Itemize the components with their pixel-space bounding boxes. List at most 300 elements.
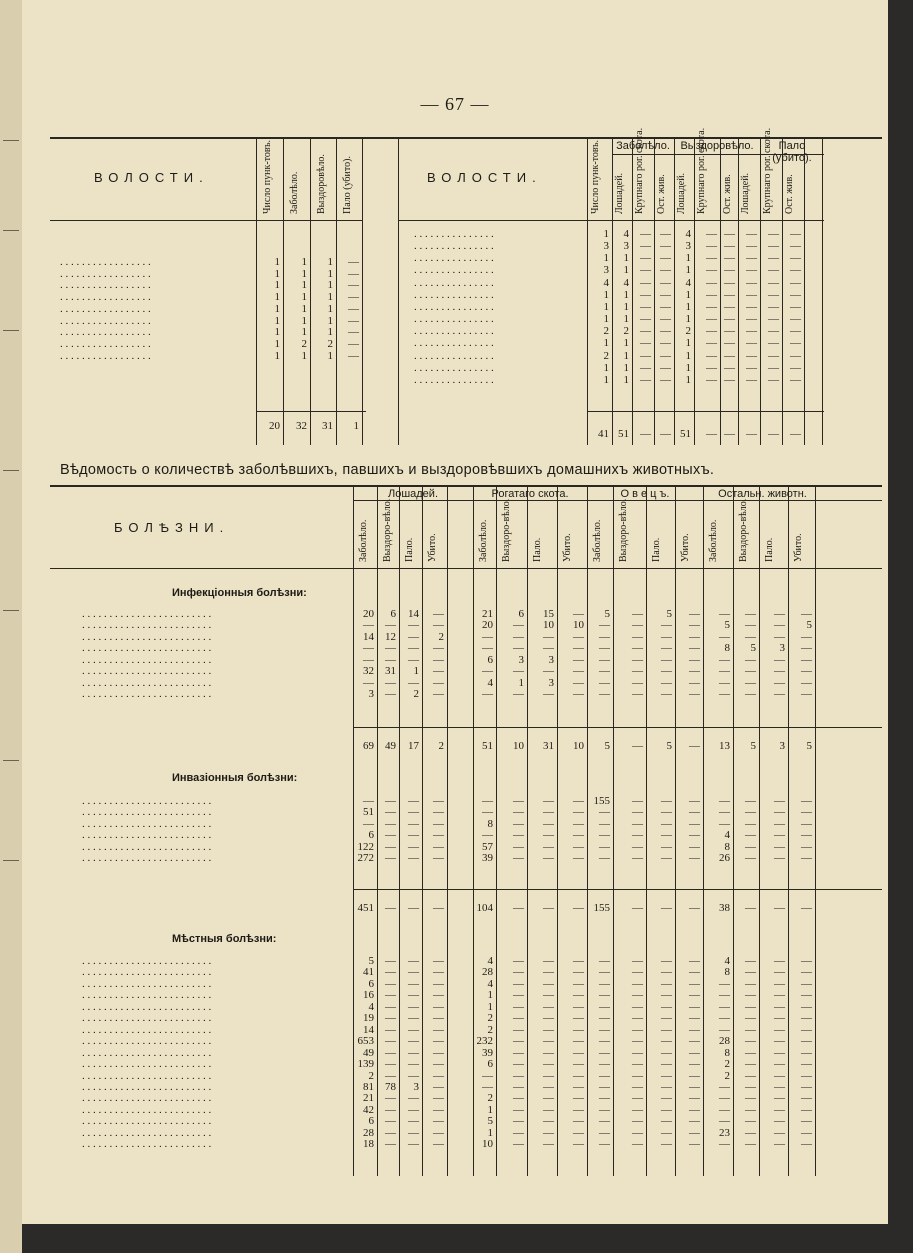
cell-value: — (689, 1069, 700, 1082)
cell-value: 1 (327, 349, 333, 362)
cell-value: — (348, 337, 359, 350)
cell-value: 5 (604, 608, 610, 620)
cell-value: 5 (806, 740, 812, 752)
cell-value: — (689, 829, 700, 842)
cell-value: 1 (327, 267, 333, 280)
cell-value: — (661, 1138, 672, 1151)
cell-value: — (660, 240, 671, 253)
cell-value: — (513, 1080, 524, 1093)
cell-value: 31 (385, 665, 396, 678)
cell-value: — (385, 642, 396, 655)
row-name: . . . . . . . . . . . . . . . . . (60, 257, 151, 268)
cell-value: 5 (806, 619, 812, 632)
cell-value: — (632, 1126, 643, 1139)
cell-value: 13 (719, 740, 730, 752)
cell-value: — (745, 676, 756, 689)
cell-value: 1 (274, 302, 280, 315)
row-name: . . . . . . . . . . . . . . . (414, 229, 494, 240)
table-rule (283, 137, 284, 445)
cell-value: 39 (482, 852, 493, 865)
cell-value: 1 (623, 288, 629, 301)
cell-value: — (768, 349, 779, 362)
cell-value: — (706, 313, 717, 326)
cell-value: 16 (363, 989, 374, 1002)
cell-value: — (573, 795, 584, 807)
sub-header: Убито. (793, 533, 804, 562)
row-name: . . . . . . . . . . . . . . . (414, 301, 494, 313)
cell-value: — (660, 373, 671, 386)
cell-value: — (632, 1138, 643, 1151)
cell-value: 1 (623, 337, 629, 350)
cell-value: — (599, 665, 610, 678)
cell-value: 14 (363, 1023, 374, 1036)
cell-value: — (661, 852, 672, 865)
cell-value: — (640, 288, 651, 301)
cell-value: — (746, 337, 757, 350)
cell-value: — (660, 228, 671, 240)
cell-value: — (689, 688, 700, 701)
cell-value: — (513, 1023, 524, 1036)
cell-value: 41 (363, 966, 374, 979)
cell-value: — (632, 955, 643, 967)
cell-value: 1 (301, 291, 307, 304)
cell-value: — (774, 989, 785, 1002)
cell-value: — (543, 977, 554, 990)
cell-value: — (790, 264, 801, 277)
cell-value: 81 (363, 1080, 374, 1093)
cell-value: — (689, 902, 700, 914)
cell-value: 1 (603, 373, 609, 386)
cell-value: — (724, 288, 735, 301)
cell-value: — (573, 1080, 584, 1093)
cell-value: — (660, 264, 671, 277)
cell-value: 2 (413, 688, 419, 701)
cell-value: 4 (685, 228, 691, 240)
table-rule (353, 727, 882, 728)
total-value: — (746, 428, 757, 440)
cell-value: — (543, 1058, 554, 1071)
cell-value: — (745, 795, 756, 807)
cell-value: 1 (274, 279, 280, 292)
cell-value: — (408, 1012, 419, 1025)
cell-value: — (745, 989, 756, 1002)
cell-value: 1 (603, 337, 609, 350)
cell-value: 1 (274, 314, 280, 327)
sub-header: Выздоро-вѣло. (618, 498, 629, 562)
cell-value: — (599, 1058, 610, 1071)
cell-value: — (801, 676, 812, 689)
cell-value: — (573, 653, 584, 666)
cell-value: 4 (487, 676, 493, 689)
cell-value: — (801, 989, 812, 1002)
row-name: . . . . . . . . . . . . . . . . . (60, 327, 151, 339)
cell-value: — (801, 1115, 812, 1128)
col-header: Число пунк-товъ. (262, 139, 273, 214)
cell-value: 2 (368, 1069, 374, 1082)
cell-value: 3 (603, 240, 609, 253)
cell-value: — (661, 977, 672, 990)
cell-value: — (689, 852, 700, 865)
cell-value: — (660, 349, 671, 362)
cell-value: — (790, 252, 801, 265)
cell-value: — (348, 302, 359, 315)
cell-value: 1 (623, 349, 629, 362)
sub-header: Выздоро-вѣло. (382, 498, 393, 562)
cell-value: — (745, 1138, 756, 1151)
row-name: . . . . . . . . . . . . . . . . . . . . . . . . (82, 654, 212, 666)
table-rule (804, 137, 805, 445)
sub-header: Лошадей. (614, 172, 625, 214)
cell-value: — (433, 1103, 444, 1116)
cell-value: — (640, 337, 651, 350)
cell-value: 38 (719, 902, 730, 914)
cell-value: 2 (685, 325, 691, 338)
cell-value: — (482, 1069, 493, 1082)
row-name: . . . . . . . . . . . . . . . . . . . . . . . . (82, 956, 212, 967)
cell-value: — (661, 806, 672, 819)
row-name: . . . . . . . . . . . . . . . (414, 314, 494, 326)
cell-value: — (433, 1080, 444, 1093)
cell-value: — (745, 1103, 756, 1116)
cell-value: 1 (685, 313, 691, 326)
cell-value: — (599, 1115, 610, 1128)
sub-header: Выздоро-вѣло. (501, 498, 512, 562)
cell-value: — (433, 676, 444, 689)
cell-value: — (790, 325, 801, 338)
cell-value: — (719, 1103, 730, 1116)
total-value: — (640, 428, 651, 440)
cell-value: — (724, 228, 735, 240)
cell-value: — (513, 642, 524, 655)
cell-value: — (573, 806, 584, 819)
cell-value: — (543, 1023, 554, 1036)
cell-value: — (632, 1080, 643, 1093)
cell-value: 4 (724, 955, 730, 967)
cell-value: — (768, 373, 779, 386)
cell-value: — (661, 665, 672, 678)
row-name: . . . . . . . . . . . . . . . . . . . . . . . . (82, 677, 212, 689)
cell-value: — (599, 619, 610, 632)
cell-value: 1 (274, 337, 280, 350)
cell-value: — (724, 361, 735, 374)
group-header: Лошадей. (387, 488, 438, 500)
cell-value: 3 (518, 653, 524, 666)
cell-value: — (433, 1046, 444, 1059)
cell-value: 1 (685, 264, 691, 277)
table-rule (50, 220, 362, 221)
cell-value: — (661, 1115, 672, 1128)
cell-value: — (689, 642, 700, 655)
cell-value: 1 (327, 326, 333, 339)
cell-value: 8 (724, 1046, 730, 1059)
cell-value: 10 (482, 1138, 493, 1151)
cell-value: — (689, 1012, 700, 1025)
cell-value: — (790, 288, 801, 301)
cell-value: 1 (301, 314, 307, 327)
cell-value: 5 (666, 740, 672, 752)
cell-value: — (801, 665, 812, 678)
cell-value: 1 (327, 291, 333, 304)
row-name: . . . . . . . . . . . . . . . . . (60, 338, 151, 350)
cell-value: 1 (301, 256, 307, 268)
cell-value: — (774, 806, 785, 819)
cell-value: — (745, 619, 756, 632)
row-name: . . . . . . . . . . . . . . . . . . . . . . . . (82, 631, 212, 643)
cell-value: — (661, 1069, 672, 1082)
cell-value: — (599, 1080, 610, 1093)
cell-value: — (408, 989, 419, 1002)
total-value: 1 (353, 420, 359, 432)
document-page (22, 0, 888, 1224)
cell-value: — (513, 1092, 524, 1105)
sub-header: Пало. (764, 537, 775, 562)
row-name: . . . . . . . . . . . . . . . . . (60, 268, 151, 280)
table-rule (694, 137, 695, 445)
cell-value: 155 (593, 795, 610, 807)
cell-value: 12 (385, 630, 396, 643)
cell-value: 28 (363, 1126, 374, 1139)
cell-value: — (573, 1126, 584, 1139)
cell-value: — (543, 955, 554, 967)
cell-value: 3 (603, 264, 609, 277)
cell-value: — (513, 665, 524, 678)
total-value: — (724, 428, 735, 440)
cell-value: — (801, 1000, 812, 1013)
cell-value: 8 (724, 840, 730, 853)
cell-value: 10 (573, 740, 584, 752)
cell-value: — (768, 361, 779, 374)
cell-value: — (774, 1092, 785, 1105)
cell-value: 2 (301, 337, 307, 350)
row-name: . . . . . . . . . . . . . . . (414, 241, 494, 253)
cell-value: — (348, 256, 359, 268)
cell-value: 1 (623, 361, 629, 374)
cell-value: — (661, 1035, 672, 1048)
cell-value: 1 (413, 665, 419, 678)
cell-value: — (632, 966, 643, 979)
cell-value: — (408, 642, 419, 655)
cell-value: — (724, 349, 735, 362)
cell-value: 5 (724, 619, 730, 632)
cell-value: 49 (363, 1046, 374, 1059)
cell-value: — (543, 989, 554, 1002)
adjacent-page-edge (0, 0, 22, 1253)
row-name: . . . . . . . . . . . . . . . . . . . . . . . . (82, 1116, 212, 1128)
cell-value: — (408, 1126, 419, 1139)
cell-value: — (745, 840, 756, 853)
row-name: . . . . . . . . . . . . . . . . . . . . . . . . (82, 978, 212, 990)
cell-value: — (385, 619, 396, 632)
cell-value: 1 (327, 279, 333, 292)
cell-value: — (661, 955, 672, 967)
cell-value: — (660, 288, 671, 301)
cell-value: — (513, 829, 524, 842)
sub-header: Пало. (651, 537, 662, 562)
cell-value: 17 (408, 740, 419, 752)
cell-value: — (768, 276, 779, 289)
cell-value: — (801, 806, 812, 819)
cell-value: 1 (274, 291, 280, 304)
cell-value: — (774, 977, 785, 990)
total-value: 51 (618, 428, 629, 440)
cell-value: — (573, 1012, 584, 1025)
table-rule (632, 137, 633, 445)
cell-value: — (640, 373, 651, 386)
cell-value: — (745, 966, 756, 979)
cell-value: — (774, 1115, 785, 1128)
cell-value: 6 (518, 608, 524, 620)
cell-value: 1 (487, 989, 493, 1002)
cell-value: — (790, 349, 801, 362)
row-name: . . . . . . . . . . . . . . . . . (60, 350, 151, 362)
cell-value: — (745, 1012, 756, 1025)
cell-value: — (660, 313, 671, 326)
cell-value: 4 (487, 955, 493, 967)
cell-value: — (599, 1012, 610, 1025)
cell-value: — (661, 630, 672, 643)
cell-value: — (746, 361, 757, 374)
row-name: . . . . . . . . . . . . . . . . . . . . . . . . (82, 1036, 212, 1048)
cell-value: — (599, 966, 610, 979)
cell-value: — (632, 1035, 643, 1048)
cell-value: — (719, 608, 730, 620)
cell-value: — (385, 806, 396, 819)
cell-value: 1 (623, 252, 629, 265)
cell-value: — (408, 817, 419, 830)
cell-value: — (801, 653, 812, 666)
table-rule (587, 137, 588, 445)
cell-value: — (801, 1035, 812, 1048)
cell-value: — (433, 1035, 444, 1048)
cell-value: — (385, 1012, 396, 1025)
cell-value: — (408, 1103, 419, 1116)
cell-value: — (745, 852, 756, 865)
cell-value: 6 (487, 653, 493, 666)
cell-value: — (661, 1023, 672, 1036)
cell-value: — (661, 1092, 672, 1105)
cell-value: 5 (750, 740, 756, 752)
cell-value: — (599, 688, 610, 701)
cell-value: — (661, 1126, 672, 1139)
cell-value: — (513, 806, 524, 819)
cell-value: — (661, 1058, 672, 1071)
cell-value: — (482, 806, 493, 819)
cell-value: — (746, 228, 757, 240)
sub-header: Заболѣло. (358, 519, 369, 562)
cell-value: — (573, 829, 584, 842)
cell-value: 1 (685, 349, 691, 362)
cell-value: — (433, 1000, 444, 1013)
row-name: . . . . . . . . . . . . . . . . . . . . . . . . (82, 1047, 212, 1059)
cell-value: — (706, 300, 717, 313)
cell-value: 1 (518, 676, 524, 689)
cell-value: — (774, 840, 785, 853)
cell-value: — (774, 653, 785, 666)
cell-value: — (599, 1069, 610, 1082)
cell-value: 1 (487, 1000, 493, 1013)
cell-value: — (724, 264, 735, 277)
cell-value: — (689, 1035, 700, 1048)
row-name: . . . . . . . . . . . . . . . (414, 265, 494, 277)
cell-value: 51 (482, 740, 493, 752)
total-value: 51 (680, 428, 691, 440)
cell-value: — (719, 1000, 730, 1013)
cell-value: — (719, 676, 730, 689)
cell-value: — (689, 676, 700, 689)
row-name: . . . . . . . . . . . . . . . . . . . . . . . . (82, 818, 212, 830)
cell-value: — (513, 1046, 524, 1059)
cell-value: 2 (327, 337, 333, 350)
cell-value: 6 (487, 1058, 493, 1071)
row-name: . . . . . . . . . . . . . . . . . . . . . . . . (82, 807, 212, 819)
cell-value: — (746, 288, 757, 301)
section-title: Инвазіонныя болѣзни: (172, 772, 298, 784)
cell-value: — (573, 665, 584, 678)
cell-value: — (774, 817, 785, 830)
cell-value: — (433, 840, 444, 853)
cell-value: — (632, 688, 643, 701)
cell-value: — (745, 829, 756, 842)
cell-value: — (801, 966, 812, 979)
cell-value: — (482, 688, 493, 701)
cell-value: — (660, 361, 671, 374)
cell-value: — (774, 619, 785, 632)
cell-value: — (768, 240, 779, 253)
cell-value: 4 (623, 276, 629, 289)
cell-value: — (706, 349, 717, 362)
cell-value: — (661, 829, 672, 842)
cell-value: — (433, 619, 444, 632)
cell-value: — (408, 1000, 419, 1013)
table-header-volosti: ВОЛОСТИ. (427, 170, 542, 185)
cell-value: — (513, 902, 524, 914)
cell-value: — (719, 1080, 730, 1093)
group-header: Выздоровѣло. (680, 140, 754, 152)
cell-value: 1 (301, 302, 307, 315)
cell-value: — (573, 642, 584, 655)
table-rule (822, 137, 823, 445)
cell-value: 5 (666, 608, 672, 620)
cell-value: — (408, 955, 419, 967)
cell-value: — (746, 373, 757, 386)
cell-value: — (746, 240, 757, 253)
cell-value: — (801, 1046, 812, 1059)
cell-value: — (689, 1080, 700, 1093)
cell-value: — (482, 1080, 493, 1093)
cell-value: — (745, 1023, 756, 1036)
cell-value: — (408, 902, 419, 914)
sub-header: Пало. (404, 537, 415, 562)
cell-value: — (408, 676, 419, 689)
cell-value: — (640, 349, 651, 362)
cell-value: — (433, 653, 444, 666)
cell-value: 2 (487, 1012, 493, 1025)
table-rule (447, 485, 448, 1176)
cell-value: 1 (685, 361, 691, 374)
cell-value: — (706, 276, 717, 289)
cell-value: 2 (438, 630, 444, 643)
cell-value: — (632, 619, 643, 632)
cell-value: — (724, 313, 735, 326)
row-name: . . . . . . . . . . . . . . . . . . . . . . . . (82, 1059, 212, 1071)
cell-value: — (573, 1023, 584, 1036)
cell-value: — (801, 852, 812, 865)
cell-value: — (746, 349, 757, 362)
cell-value: — (599, 1046, 610, 1059)
cell-value: — (706, 337, 717, 350)
cell-value: — (543, 1092, 554, 1105)
cell-value: — (689, 955, 700, 967)
